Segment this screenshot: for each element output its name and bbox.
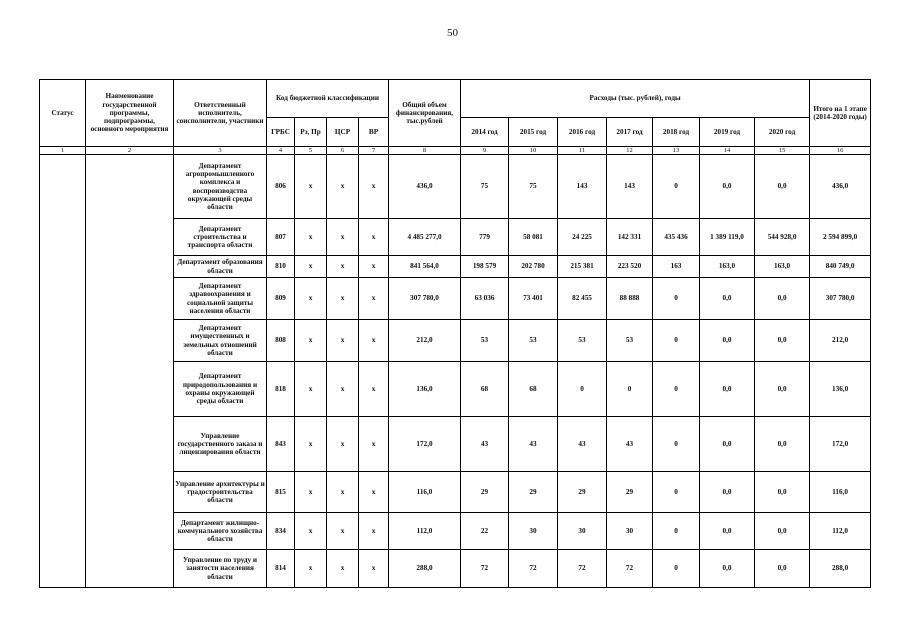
expense-2019-cell: 163,0 [700, 256, 755, 278]
grbs-code-cell: 806 [267, 155, 295, 219]
section-code-cell: х [295, 155, 327, 219]
expense-2020-cell: 0,0 [755, 513, 810, 550]
expense-2016-cell: 82 455 [558, 278, 607, 320]
expense-2019-cell: 0,0 [700, 278, 755, 320]
target-code-cell: х [327, 256, 359, 278]
header-status: Статус [40, 80, 86, 147]
column-number: 6 [327, 147, 359, 155]
executor-cell: Департамент агропромышленного комплекса и воспроизводства окружающей среды области [174, 155, 267, 219]
expense-2014-cell: 68 [461, 362, 509, 417]
expense-type-code-cell: х [359, 155, 389, 219]
expense-2016-cell: 53 [558, 320, 607, 362]
expense-type-code-cell: х [359, 278, 389, 320]
stage-total-cell: 116,0 [810, 472, 871, 513]
expense-2015-cell: 72 [509, 550, 558, 588]
column-number: 10 [509, 147, 558, 155]
executor-cell: Управление архитектуры и градостроительства области [174, 472, 267, 513]
grbs-code-cell: 809 [267, 278, 295, 320]
section-code-cell: х [295, 219, 327, 256]
grbs-code-cell: 815 [267, 472, 295, 513]
expense-2020-cell: 0,0 [755, 278, 810, 320]
expense-2019-cell: 0,0 [700, 472, 755, 513]
expense-2020-cell: 0,0 [755, 550, 810, 588]
expense-2014-cell: 198 579 [461, 256, 509, 278]
header-year-2016: 2016 год [558, 118, 607, 147]
expense-2015-cell: 43 [509, 417, 558, 472]
expense-type-code-cell: х [359, 256, 389, 278]
expense-2018-cell: 0 [653, 513, 700, 550]
column-number: 5 [295, 147, 327, 155]
header-expenses: Расходы (тыс. рублей), годы [461, 80, 810, 118]
total-funding-cell: 112,0 [389, 513, 461, 550]
expense-2016-cell: 72 [558, 550, 607, 588]
header-row [40, 80, 871, 118]
expense-2019-cell: 0,0 [700, 362, 755, 417]
executor-cell: Департамент природопользования и охраны окружающей среды области [174, 362, 267, 417]
expense-2017-cell: 143 [607, 155, 653, 219]
header-grbs: ГРБС [267, 118, 295, 147]
target-code-cell: х [327, 219, 359, 256]
expense-2020-cell: 0,0 [755, 417, 810, 472]
stage-total-cell: 288,0 [810, 550, 871, 588]
expense-2019-cell: 0,0 [700, 155, 755, 219]
grbs-code-cell: 807 [267, 219, 295, 256]
program-name-cell [86, 155, 174, 588]
expense-2014-cell: 72 [461, 550, 509, 588]
stage-total-cell: 2 594 899,0 [810, 219, 871, 256]
grbs-code-cell: 843 [267, 417, 295, 472]
expense-2019-cell: 0,0 [700, 550, 755, 588]
budget-table [39, 79, 871, 588]
total-funding-cell: 4 485 277,0 [389, 219, 461, 256]
stage-total-cell: 307 780,0 [810, 278, 871, 320]
target-code-cell: х [327, 320, 359, 362]
executor-cell: Департамент образования области [174, 256, 267, 278]
section-code-cell: х [295, 550, 327, 588]
expense-type-code-cell: х [359, 513, 389, 550]
expense-2019-cell: 0,0 [700, 320, 755, 362]
expense-2017-cell: 223 520 [607, 256, 653, 278]
section-code-cell: х [295, 278, 327, 320]
column-number: 15 [755, 147, 810, 155]
executor-cell: Департамент имущественных и земельных отношений области [174, 320, 267, 362]
expense-2020-cell: 0,0 [755, 362, 810, 417]
expense-type-code-cell: х [359, 550, 389, 588]
total-funding-cell: 288,0 [389, 550, 461, 588]
expense-2020-cell: 0,0 [755, 472, 810, 513]
section-code-cell: х [295, 472, 327, 513]
expense-2015-cell: 68 [509, 362, 558, 417]
page-number: 50 [447, 27, 458, 39]
expense-2017-cell: 43 [607, 417, 653, 472]
table-body [40, 155, 871, 588]
expense-type-code-cell: х [359, 219, 389, 256]
grbs-code-cell: 814 [267, 550, 295, 588]
expense-2016-cell: 43 [558, 417, 607, 472]
executor-cell: Управление по труду и занятости населения области [174, 550, 267, 588]
header-rz-pr: Рз, Пр [295, 118, 327, 147]
header-year-2015: 2015 год [509, 118, 558, 147]
expense-2017-cell: 88 888 [607, 278, 653, 320]
stage-total-cell: 136,0 [810, 362, 871, 417]
column-numbers-row [40, 147, 871, 155]
total-funding-cell: 841 564,0 [389, 256, 461, 278]
section-code-cell: х [295, 513, 327, 550]
expense-2018-cell: 435 436 [653, 219, 700, 256]
target-code-cell: х [327, 472, 359, 513]
header-program-name: Наименование государственной программы, подпрограммы, основного мероприятия [86, 80, 174, 147]
column-number: 9 [461, 147, 509, 155]
expense-2014-cell: 22 [461, 513, 509, 550]
expense-2020-cell: 0,0 [755, 155, 810, 219]
expense-type-code-cell: х [359, 472, 389, 513]
expense-2016-cell: 143 [558, 155, 607, 219]
header-year-2018: 2018 год [653, 118, 700, 147]
expense-2018-cell: 0 [653, 320, 700, 362]
header-stage-total: Итого на 1 этапе (2014-2020 годы) [810, 80, 871, 147]
expense-2017-cell: 30 [607, 513, 653, 550]
expense-2020-cell: 0,0 [755, 320, 810, 362]
expense-2018-cell: 0 [653, 472, 700, 513]
column-number: 16 [810, 147, 871, 155]
expense-2014-cell: 43 [461, 417, 509, 472]
target-code-cell: х [327, 550, 359, 588]
expense-2015-cell: 202 780 [509, 256, 558, 278]
expense-2014-cell: 779 [461, 219, 509, 256]
expense-2019-cell: 0,0 [700, 417, 755, 472]
expense-2017-cell: 53 [607, 320, 653, 362]
column-number: 1 [40, 147, 86, 155]
expense-2016-cell: 24 225 [558, 219, 607, 256]
column-number: 11 [558, 147, 607, 155]
expense-2018-cell: 0 [653, 155, 700, 219]
expense-type-code-cell: х [359, 417, 389, 472]
expense-2018-cell: 0 [653, 278, 700, 320]
expense-2015-cell: 53 [509, 320, 558, 362]
header-vr: ВР [359, 118, 389, 147]
header-year-2014: 2014 год [461, 118, 509, 147]
expense-2018-cell: 0 [653, 550, 700, 588]
expense-2018-cell: 0 [653, 417, 700, 472]
header-total-funding: Общий объем финансирования, тыс.рублей [389, 80, 461, 147]
column-number: 3 [174, 147, 267, 155]
executor-cell: Департамент жилищно-коммунального хозяйства области [174, 513, 267, 550]
header-year-2020: 2020 год [755, 118, 810, 147]
expense-type-code-cell: х [359, 320, 389, 362]
total-funding-cell: 116,0 [389, 472, 461, 513]
stage-total-cell: 112,0 [810, 513, 871, 550]
expense-2015-cell: 73 401 [509, 278, 558, 320]
expense-2020-cell: 163,0 [755, 256, 810, 278]
expense-2017-cell: 0 [607, 362, 653, 417]
executor-cell: Департамент строительства и транспорта области [174, 219, 267, 256]
expense-2015-cell: 30 [509, 513, 558, 550]
grbs-code-cell: 808 [267, 320, 295, 362]
total-funding-cell: 212,0 [389, 320, 461, 362]
column-number: 7 [359, 147, 389, 155]
expense-2014-cell: 29 [461, 472, 509, 513]
target-code-cell: х [327, 278, 359, 320]
expense-2015-cell: 75 [509, 155, 558, 219]
total-funding-cell: 136,0 [389, 362, 461, 417]
header-year-2017: 2017 год [607, 118, 653, 147]
expense-2016-cell: 29 [558, 472, 607, 513]
grbs-code-cell: 810 [267, 256, 295, 278]
stage-total-cell: 840 749,0 [810, 256, 871, 278]
section-code-cell: х [295, 320, 327, 362]
column-number: 13 [653, 147, 700, 155]
total-funding-cell: 436,0 [389, 155, 461, 219]
expense-2016-cell: 0 [558, 362, 607, 417]
stage-total-cell: 212,0 [810, 320, 871, 362]
stage-total-cell: 172,0 [810, 417, 871, 472]
header-budget-code: Код бюджетной классификации [267, 80, 389, 118]
header-csr: ЦСР [327, 118, 359, 147]
target-code-cell: х [327, 155, 359, 219]
expense-2017-cell: 29 [607, 472, 653, 513]
header-executor: Ответственный исполнитель, соисполнители, участники [174, 80, 267, 147]
target-code-cell: х [327, 417, 359, 472]
expense-2020-cell: 544 928,0 [755, 219, 810, 256]
grbs-code-cell: 818 [267, 362, 295, 417]
section-code-cell: х [295, 256, 327, 278]
stage-total-cell: 436,0 [810, 155, 871, 219]
column-number: 14 [700, 147, 755, 155]
expense-2016-cell: 30 [558, 513, 607, 550]
grbs-code-cell: 834 [267, 513, 295, 550]
expense-2019-cell: 0,0 [700, 513, 755, 550]
expense-type-code-cell: х [359, 362, 389, 417]
executor-cell: Управление государственного заказа и лицензирования области [174, 417, 267, 472]
status-cell [40, 155, 86, 588]
total-funding-cell: 172,0 [389, 417, 461, 472]
column-number: 2 [86, 147, 174, 155]
header-year-2019: 2019 год [700, 118, 755, 147]
column-number: 4 [267, 147, 295, 155]
expense-2018-cell: 0 [653, 362, 700, 417]
expense-2016-cell: 215 381 [558, 256, 607, 278]
expense-2017-cell: 142 331 [607, 219, 653, 256]
section-code-cell: х [295, 362, 327, 417]
expense-2019-cell: 1 389 119,0 [700, 219, 755, 256]
expense-2014-cell: 75 [461, 155, 509, 219]
expense-2014-cell: 63 036 [461, 278, 509, 320]
executor-cell: Департамент здравоохранения и социальной защиты населения области [174, 278, 267, 320]
expense-2018-cell: 163 [653, 256, 700, 278]
column-number: 8 [389, 147, 461, 155]
target-code-cell: х [327, 362, 359, 417]
table-row [40, 155, 871, 219]
column-number: 12 [607, 147, 653, 155]
expense-2014-cell: 53 [461, 320, 509, 362]
target-code-cell: х [327, 513, 359, 550]
total-funding-cell: 307 780,0 [389, 278, 461, 320]
expense-2017-cell: 72 [607, 550, 653, 588]
expense-2015-cell: 58 081 [509, 219, 558, 256]
section-code-cell: х [295, 417, 327, 472]
expense-2015-cell: 29 [509, 472, 558, 513]
